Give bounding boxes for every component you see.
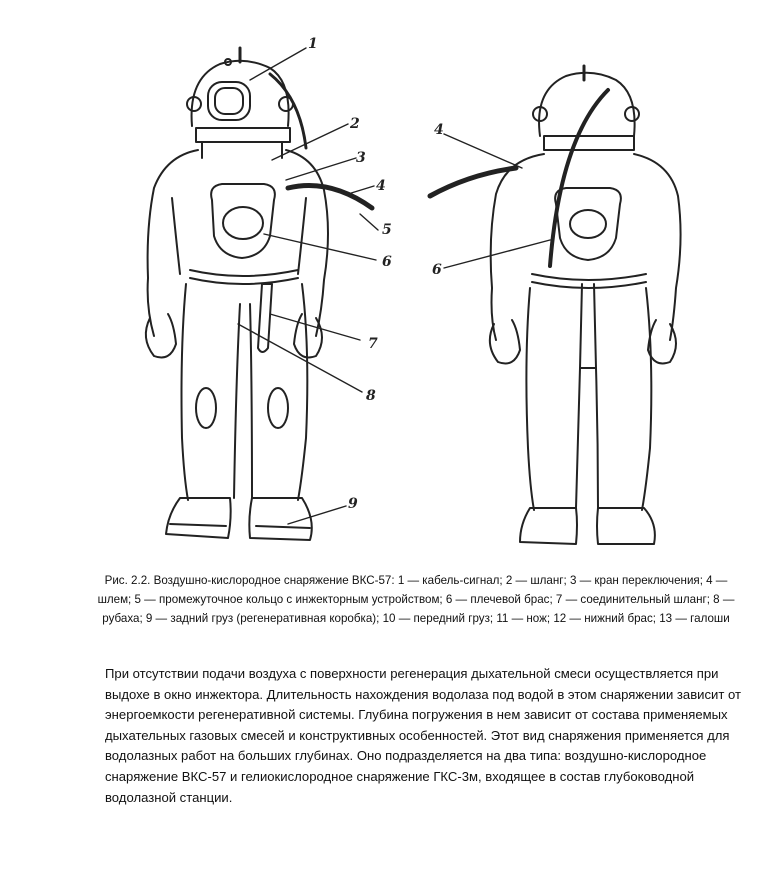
callout-5: 5 bbox=[382, 222, 392, 238]
callout-back-6: 6 bbox=[432, 262, 442, 278]
callout-leaders bbox=[238, 48, 550, 524]
callout-3: 3 bbox=[356, 150, 366, 166]
diving-suit-figure bbox=[110, 18, 720, 570]
callout-2: 2 bbox=[350, 116, 360, 132]
figure-caption: Рис. 2.2. Воздушно-кислородное снаряжение ВКС-57: 1 — кабель-сигнал; 2 — шланг; 3 — кран переключения; 4 — шлем; 5 — промежуточное кольцо с инжекторным устройством; 6 — плечевой брас; 7 — соединительный шланг; 8 — рубаха; 9 — задний груз (регенеративная коробка); 10 — передний груз; 11 — нож; 12 — нижний брас; 13 — галоши bbox=[97, 574, 735, 626]
callout-4: 4 bbox=[376, 178, 386, 194]
callout-back-4: 4 bbox=[434, 122, 444, 138]
body-paragraph: При отсутствии подачи воздуха с поверхности регенерация дыхательной смеси осуществляется при выдохе в окно инжектора. Длительность нахождения водолаза под водой в этом снаряжении зависит от энергоемкости регенеративной системы. Глубина погружения в нем зависит от состава применяемых дыхательных газовых смесей и конструктивных особенностей. Этот вид снаряжения применяется для водолазных работ на больших глубинах. Оно подразделяется на два типа: воздушно-кислородное снаряжение ВКС-57 и гелиокислородное снаряжение ГКС-3м, входящее в состав глубоководной водолазной станции. bbox=[105, 666, 741, 805]
front-diver-drawing bbox=[146, 48, 372, 540]
front-callouts bbox=[308, 36, 392, 512]
callout-1: 1 bbox=[308, 36, 318, 52]
callout-7: 7 bbox=[368, 336, 378, 352]
callout-6: 6 bbox=[382, 254, 392, 270]
callout-9: 9 bbox=[348, 496, 358, 512]
back-diver-drawing bbox=[430, 66, 681, 544]
back-callouts bbox=[432, 122, 444, 278]
callout-8: 8 bbox=[366, 388, 376, 404]
diving-suit-illustration bbox=[110, 18, 720, 570]
